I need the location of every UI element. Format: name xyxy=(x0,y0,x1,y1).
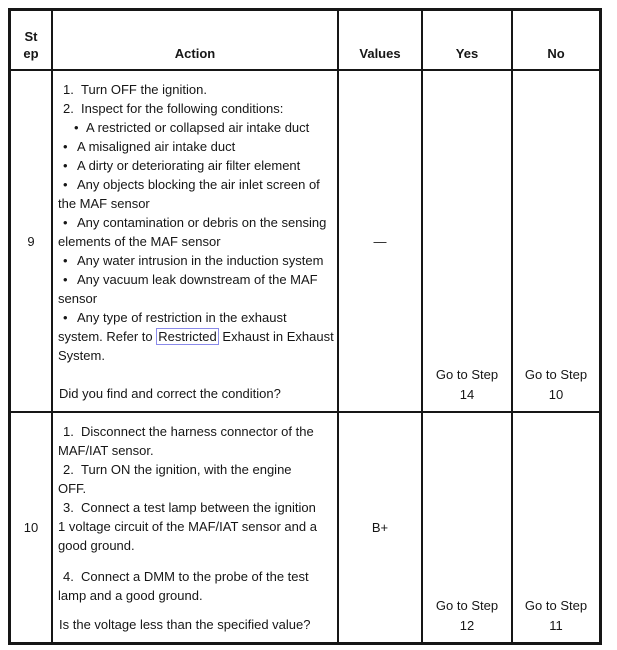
goto-step-number: 14 xyxy=(459,387,475,402)
action-line xyxy=(53,251,334,270)
action-line xyxy=(53,308,334,327)
action-line xyxy=(53,441,334,460)
restricted-exhaust-link[interactable]: Restricted xyxy=(158,329,217,344)
action-line xyxy=(53,586,334,605)
action-line xyxy=(53,289,334,308)
bullet-marker: • xyxy=(63,310,68,325)
action-line-text: System. xyxy=(58,348,105,363)
action-line-text: 1 voltage circuit of the MAF/IAT sensor and a xyxy=(58,519,317,534)
action-line xyxy=(53,422,334,441)
action-line xyxy=(53,346,334,365)
step-10-values-cell: B+ xyxy=(339,413,423,642)
spacer xyxy=(53,555,334,567)
action-line-text: A restricted or collapsed air intake duct xyxy=(86,120,310,135)
action-line xyxy=(53,194,334,213)
action-line-text: Connect a test lamp between the ignition xyxy=(81,500,316,515)
header-action: Action xyxy=(53,11,339,71)
action-line xyxy=(53,232,334,251)
action-line-text: Any water intrusion in the induction system xyxy=(77,253,324,268)
step-9-action-cell xyxy=(53,71,339,413)
goto-step-number: 10 xyxy=(548,387,564,402)
bullet-marker: • xyxy=(63,253,68,268)
action-line-text: Turn ON the ignition, with the engine xyxy=(81,462,292,477)
step-10-question: Is the voltage less than the specified value? xyxy=(59,617,311,632)
action-line-text: system. Refer to xyxy=(58,329,157,344)
action-line xyxy=(53,175,334,194)
action-line xyxy=(53,137,334,156)
step-9-number-cell: 9 xyxy=(11,71,53,413)
goto-step-number: 11 xyxy=(549,618,563,633)
number-marker: 2. xyxy=(63,462,74,477)
step-10-no-cell xyxy=(513,413,599,642)
header-values: Values xyxy=(339,11,423,71)
action-line-text: Any type of restriction in the exhaust xyxy=(77,310,287,325)
step-10-yes-cell xyxy=(423,413,513,642)
step-10-action-lines xyxy=(53,422,334,605)
goto-step-label: Go to Step xyxy=(524,367,588,382)
action-line xyxy=(53,498,334,517)
bullet-marker: • xyxy=(74,120,79,135)
action-line-text: sensor xyxy=(58,291,98,306)
action-line-text: Any vacuum leak downstream of the MAF xyxy=(77,272,318,287)
action-line-text: Disconnect the harness connector of the xyxy=(81,424,314,439)
action-line-text: Exhaust in Exhaust xyxy=(218,329,334,344)
bullet-marker: • xyxy=(63,158,68,173)
bullet-marker: • xyxy=(63,215,68,230)
step-9-values-cell: — xyxy=(339,71,423,413)
number-marker: 2. xyxy=(63,101,74,116)
number-marker: 1. xyxy=(63,82,74,97)
diagnostic-table xyxy=(8,8,602,645)
goto-step-label: Go to Step xyxy=(435,598,499,613)
action-line-text: Turn OFF the ignition. xyxy=(81,82,207,97)
action-line xyxy=(53,536,334,555)
action-line-text: Any contamination or debris on the sensing xyxy=(77,215,327,230)
header-step: St ep xyxy=(11,11,53,71)
action-line xyxy=(53,460,334,479)
step-9-no-cell xyxy=(513,71,599,413)
bullet-marker: • xyxy=(63,272,68,287)
action-line xyxy=(53,517,334,536)
header-no: No xyxy=(513,11,599,71)
action-line-text: good ground. xyxy=(58,538,135,553)
action-line-text: Connect a DMM to the probe of the test xyxy=(81,569,309,584)
action-line xyxy=(53,156,334,175)
action-line-text: Any objects blocking the air inlet screen of xyxy=(77,177,320,192)
number-marker: 1. xyxy=(63,424,74,439)
action-line xyxy=(53,479,334,498)
action-line xyxy=(53,118,334,137)
action-line xyxy=(53,213,334,232)
step-9-action-lines xyxy=(53,80,334,365)
step-10-number-cell: 10 xyxy=(11,413,53,642)
goto-step-number: 12 xyxy=(459,618,475,633)
action-line-text: the MAF sensor xyxy=(58,196,150,211)
action-line-text: Inspect for the following conditions: xyxy=(81,101,284,116)
action-line-text: lamp and a good ground. xyxy=(58,588,203,603)
header-yes: Yes xyxy=(423,11,513,71)
action-line-text: OFF. xyxy=(58,481,87,496)
goto-step-label: Go to Step xyxy=(524,598,588,613)
action-line xyxy=(53,567,334,586)
action-line xyxy=(53,80,334,99)
bullet-marker: • xyxy=(63,139,68,154)
step-10-action-cell xyxy=(53,413,339,642)
action-line-text: elements of the MAF sensor xyxy=(58,234,221,249)
bullet-marker: • xyxy=(63,177,68,192)
action-line xyxy=(53,327,334,346)
action-line-text: A dirty or deteriorating air filter element xyxy=(77,158,301,173)
action-line xyxy=(53,270,334,289)
number-marker: 3. xyxy=(63,500,74,515)
goto-step-label: Go to Step xyxy=(435,367,499,382)
step-9-question: Did you find and correct the condition? xyxy=(59,386,281,401)
action-line xyxy=(53,99,334,118)
action-line-text: A misaligned air intake duct xyxy=(77,139,236,154)
number-marker: 4. xyxy=(63,569,74,584)
step-9-yes-cell xyxy=(423,71,513,413)
action-line-text: MAF/IAT sensor. xyxy=(58,443,154,458)
